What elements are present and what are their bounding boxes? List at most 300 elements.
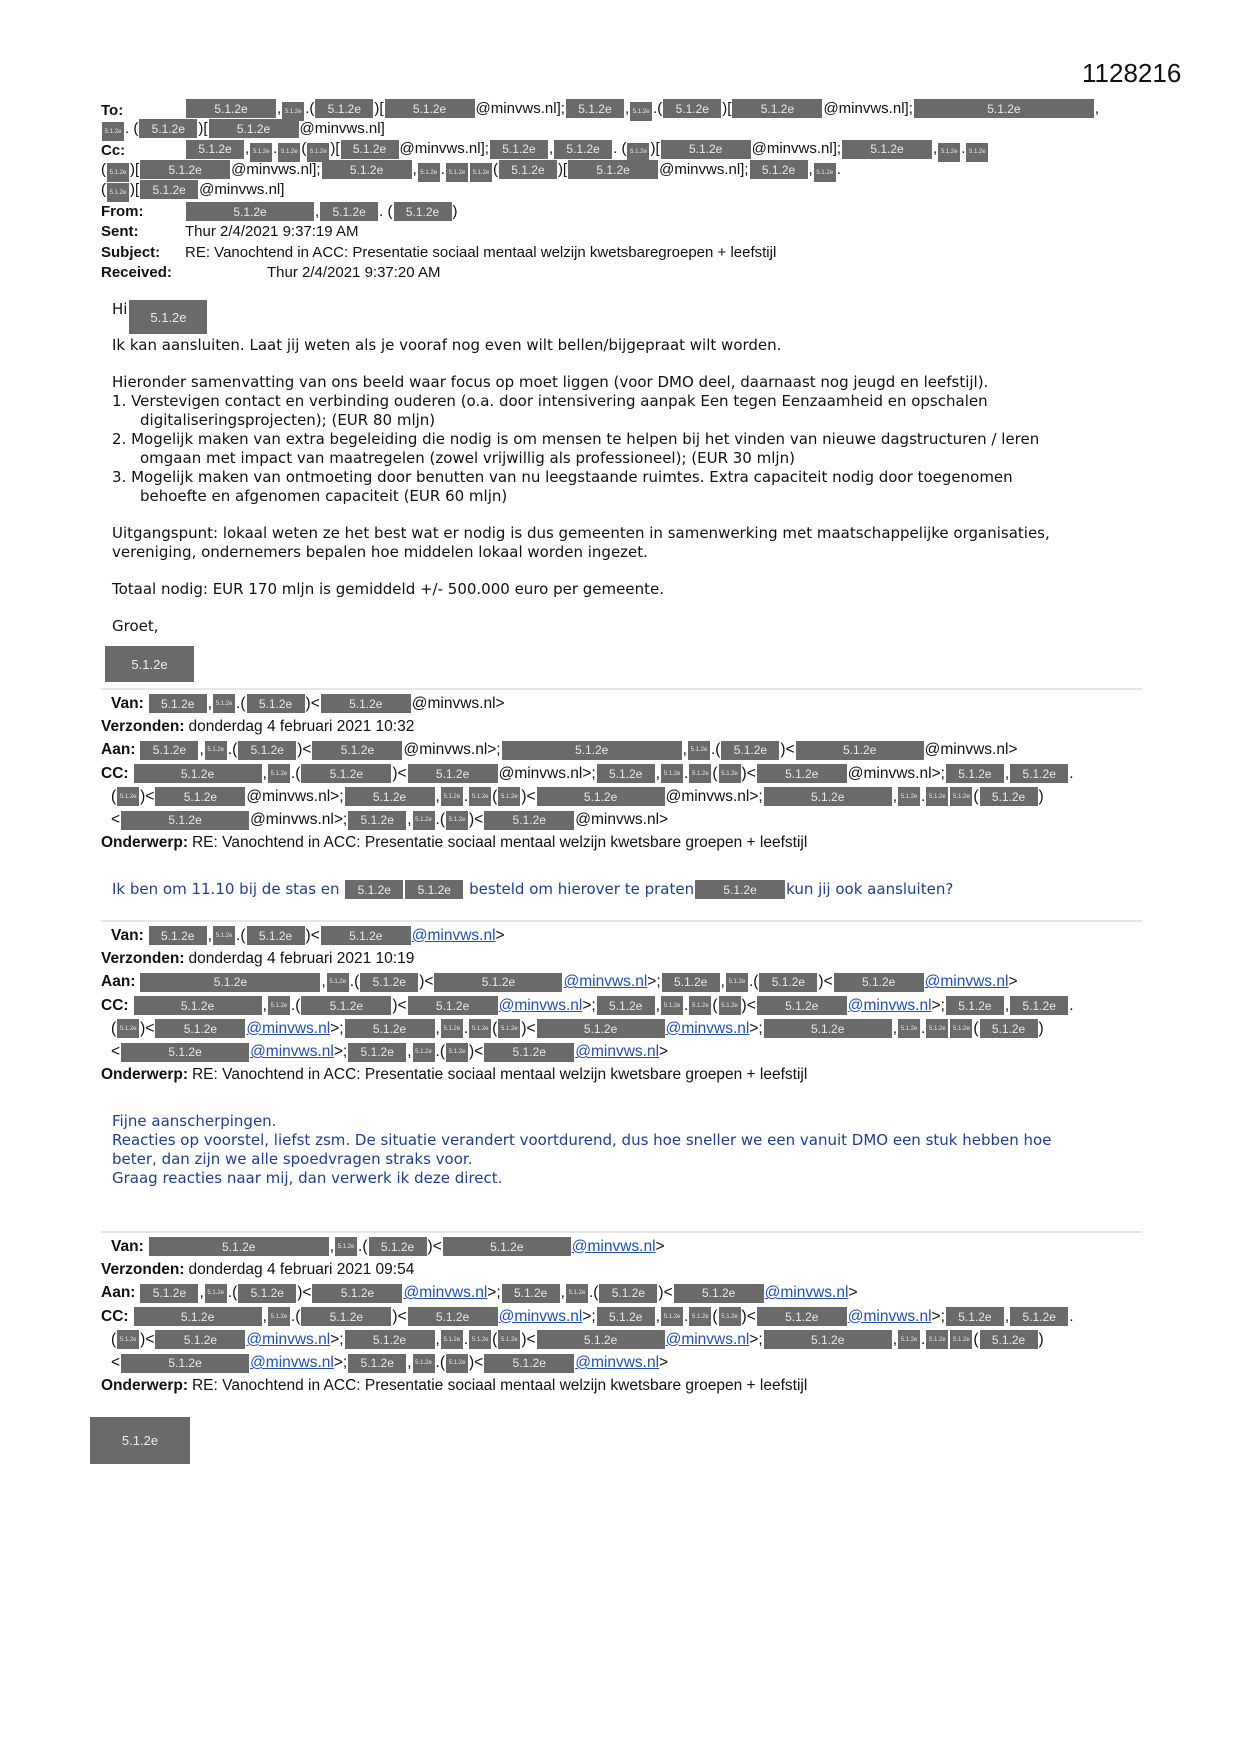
text: (: [492, 787, 498, 805]
redaction: 5.1.2e: [209, 119, 299, 138]
redaction: 5.1.2e: [834, 973, 924, 992]
email-link[interactable]: @minvws.nl: [665, 1330, 750, 1348]
text: ,: [933, 140, 938, 158]
text: (: [593, 1284, 599, 1302]
redaction: 5.1.2e: [441, 1019, 463, 1038]
text: ,: [808, 160, 813, 178]
sent-value: Thur 2/4/2021 9:37:19 AM: [185, 223, 359, 241]
punctuation: >: [659, 1043, 669, 1061]
aan-row: [101, 971, 1074, 994]
divider: [101, 1231, 1142, 1233]
cc-recipients: [101, 160, 841, 182]
cc-label: CC:: [101, 764, 129, 782]
redaction: 5.1.2e: [117, 1019, 139, 1038]
text: (: [232, 1284, 238, 1302]
text: ,: [262, 1307, 267, 1325]
email-link[interactable]: @minvws.nl: [764, 1284, 849, 1302]
email-domain: @minvws.nl>;: [847, 764, 945, 782]
redaction: 5.1.2e: [321, 926, 411, 945]
text: (: [111, 1330, 117, 1348]
text: ,: [435, 1330, 440, 1348]
onderwerp-value: RE: Vanochtend in ACC: Presentatie sociaal mentaal welzijn kwetsbare groepen + leefstijl: [191, 1377, 808, 1395]
redaction: 5.1.2e: [566, 99, 624, 118]
redaction: 5.1.2e: [446, 811, 468, 830]
text: <: [746, 1307, 756, 1325]
redaction: 5.1.2e: [950, 1330, 972, 1349]
text: ,: [207, 926, 213, 944]
text: .: [227, 741, 233, 759]
email-domain: @minvws.nl];: [659, 160, 749, 178]
subject-value: RE: Vanochtend in ACC: Presentatie sociaal mentaal welzijn kwetsbaregroepen + leefstijl: [185, 243, 777, 261]
redaction: 5.1.2e: [814, 163, 836, 182]
redaction: 5.1.2e: [484, 1043, 574, 1062]
onderwerp-row: [101, 832, 1074, 855]
punctuation: >: [495, 926, 505, 944]
text: (: [309, 99, 315, 117]
redaction: 5.1.2e: [205, 741, 227, 760]
redaction: 5.1.2e: [898, 787, 920, 806]
text: <: [145, 787, 155, 805]
van-label: Van:: [111, 694, 144, 712]
text: )[: [198, 119, 208, 137]
redaction: 5.1.2e: [980, 1330, 1038, 1349]
text: beter, dan zijn we alle spoedvragen straks voor.: [112, 1150, 473, 1168]
redaction: 5.1.2e: [140, 160, 230, 179]
email-domain: @minvws.nl>;: [246, 787, 344, 805]
redaction: 5.1.2e: [238, 741, 296, 760]
subject-label: Subject:: [101, 243, 161, 261]
cc-row-cont: [101, 1351, 1074, 1374]
redaction: 5.1.2e: [186, 99, 276, 118]
text: .: [921, 1019, 926, 1037]
redaction: 5.1.2e: [186, 202, 314, 221]
redaction: 5.1.2e: [140, 973, 320, 992]
redaction: 5.1.2e: [661, 1307, 683, 1326]
text: ,: [412, 160, 417, 178]
redaction: 5.1.2e: [348, 1043, 406, 1062]
text: .: [435, 1354, 440, 1372]
text: .: [1069, 996, 1074, 1014]
verzonden-row: [101, 715, 1074, 738]
text: (: [492, 1019, 498, 1037]
text: .: [921, 1330, 926, 1348]
text: ,: [435, 1019, 440, 1037]
text: .: [921, 787, 926, 805]
redaction: 5.1.2e: [689, 764, 711, 783]
aan-label: Aan:: [101, 973, 136, 991]
email-domain: @minvws.nl];: [399, 140, 489, 158]
redaction: 5.1.2e: [250, 143, 272, 162]
text: .: [710, 741, 716, 759]
email-link[interactable]: @minvws.nl: [403, 1284, 488, 1302]
aan-label: Aan:: [101, 741, 136, 759]
punctuation: >;: [749, 1330, 763, 1348]
redaction: 5.1.2e: [312, 741, 402, 760]
redaction: 5.1.2e: [320, 202, 378, 221]
email-link[interactable]: @minvws.nl: [847, 1307, 932, 1325]
text: .: [961, 140, 966, 158]
text: ): [469, 1043, 475, 1061]
email-link[interactable]: @minvws.nl: [250, 1043, 334, 1061]
divider: [101, 688, 1142, 690]
redaction: 5.1.2e: [434, 973, 562, 992]
text: .: [305, 99, 310, 117]
redaction: 5.1.2e: [149, 1237, 329, 1256]
divider: [101, 920, 1142, 922]
text: ,: [720, 973, 725, 991]
redaction: 5.1.2e: [966, 143, 988, 162]
text: ): [741, 1307, 747, 1325]
text: <: [746, 764, 756, 782]
text: kun jij ook aansluiten?: [786, 880, 954, 898]
sent-row: [101, 222, 1099, 242]
text: .: [435, 811, 440, 829]
punctuation: >;: [487, 1284, 501, 1302]
forwarded-message-1: [101, 692, 1074, 855]
text: .: [1069, 764, 1074, 782]
redaction: 5.1.2e: [348, 811, 406, 830]
text: <: [474, 1043, 484, 1061]
verzonden-row: [101, 1258, 1074, 1281]
message-body: [112, 300, 1050, 636]
text: ): [427, 1237, 433, 1255]
text: )[: [557, 160, 568, 178]
redaction: 5.1.2e: [301, 996, 391, 1015]
text: .: [435, 1043, 440, 1061]
redaction: 5.1.2e: [469, 1019, 491, 1038]
text: ,: [321, 973, 326, 991]
redaction: 5.1.2e: [470, 163, 492, 182]
email-link[interactable]: @minvws.nl: [246, 1019, 331, 1037]
email-link[interactable]: @minvws.nl: [575, 1354, 660, 1372]
redaction: 5.1.2e: [688, 741, 710, 760]
greeting: Hi: [112, 300, 128, 318]
email-domain: @minvws.nl];: [231, 160, 321, 178]
body-line: [112, 1150, 1051, 1169]
text: (: [712, 996, 718, 1014]
text: <: [310, 926, 320, 944]
redaction: 5.1.2e: [597, 764, 655, 783]
text: ): [452, 202, 458, 220]
punctuation: >;: [647, 973, 661, 991]
van-label: Van:: [111, 1237, 144, 1255]
redaction: 5.1.2e: [155, 1330, 245, 1349]
intro: Ik kan aansluiten. Laat jij weten als je vooraf nog even wilt bellen/bijgepraat wilt worden.: [112, 336, 782, 354]
text: ): [1038, 787, 1044, 805]
text: (: [101, 160, 106, 178]
text: .: [748, 973, 754, 991]
email-domain: @minvws.nl>;: [250, 811, 348, 829]
cc-row: [101, 1305, 1074, 1328]
onderwerp-label: Onderwerp:: [101, 1066, 188, 1084]
email-link[interactable]: @minvws.nl: [847, 996, 932, 1014]
redaction: 5.1.2e: [107, 163, 129, 182]
redaction: 5.1.2e: [413, 1354, 435, 1373]
text: Ik ben om 11.10 bij de stas en: [112, 880, 345, 898]
email-domain: @minvws.nl];: [823, 99, 913, 117]
redaction: 5.1.2e: [341, 140, 399, 159]
text: ): [521, 787, 527, 805]
signature-redaction: 5.1.2e: [105, 646, 194, 682]
text: <: [785, 741, 795, 759]
redaction: 5.1.2e: [121, 811, 249, 830]
redaction: 5.1.2e: [689, 996, 711, 1015]
redaction: 5.1.2e: [102, 122, 124, 141]
redaction: 5.1.2e: [898, 1019, 920, 1038]
text: (: [973, 1330, 979, 1348]
list-item-2-cont: omgaan met impact van maatregelen (zowel vrijwillig als professioneel); (EUR 30 mljn): [140, 449, 795, 467]
text: ,: [892, 1019, 898, 1037]
redaction: 5.1.2e: [149, 694, 207, 713]
email-link[interactable]: @minvws.nl: [246, 1330, 331, 1348]
text: .: [273, 140, 278, 158]
redaction: 5.1.2e: [121, 1354, 249, 1373]
redaction: 5.1.2e: [134, 996, 262, 1015]
text: (: [753, 973, 759, 991]
redaction: 5.1.2e: [247, 926, 305, 945]
text: ): [469, 1354, 475, 1372]
received-label: Received:: [101, 264, 172, 282]
redaction: 5.1.2e: [315, 99, 373, 118]
uitgangspunt: Uitgangspunt: lokaal weten ze het best wat er nodig is dus gemeenten in samenwerking met maatschappelijke organisaties,: [112, 524, 1050, 542]
text: ,: [199, 741, 204, 759]
text: ,: [1094, 99, 1100, 117]
text: ,: [315, 202, 320, 220]
text: <: [526, 1330, 536, 1348]
redaction: 5.1.2e: [155, 787, 245, 806]
redaction: 5.1.2e: [121, 1043, 249, 1062]
punctuation: >;: [330, 1330, 344, 1348]
redaction: 5.1.2e: [732, 99, 822, 118]
redaction: 5.1.2e: [764, 1330, 892, 1349]
text: ): [780, 741, 786, 759]
redaction: 5.1.2e: [898, 1330, 920, 1349]
cc-row-cont: [101, 181, 1099, 201]
text: .(: [653, 99, 663, 117]
text: <: [424, 973, 434, 991]
email-link[interactable]: @minvws.nl: [924, 973, 1009, 991]
verzonden-label: Verzonden:: [101, 717, 185, 735]
redaction: 5.1.2e: [345, 1019, 435, 1038]
redaction: 5.1.2e: [140, 741, 198, 760]
redaction: 5.1.2e: [213, 926, 235, 945]
redaction: 5.1.2e: [369, 1237, 427, 1256]
uitgangspunt-cont: vereniging, ondernemers bepalen hoe middelen lokaal worden ingezet.: [112, 543, 648, 561]
text: <: [111, 1354, 121, 1372]
to-label: To:: [101, 101, 124, 119]
text: )[: [650, 140, 660, 158]
punctuation: >: [655, 1237, 665, 1255]
text: ): [297, 1284, 303, 1302]
text: .: [463, 1019, 469, 1037]
email-link[interactable]: @minvws.nl: [498, 1307, 583, 1325]
body-line: [112, 1131, 1051, 1150]
text: .: [290, 1307, 296, 1325]
redaction: 5.1.2e: [661, 764, 683, 783]
van-label: Van:: [111, 926, 144, 944]
text: . (: [379, 202, 393, 220]
punctuation: >;: [582, 1307, 596, 1325]
email-link[interactable]: @minvws.nl: [571, 1237, 656, 1255]
text: besteld om hierover te praten: [464, 880, 695, 898]
redaction: 5.1.2e: [498, 1330, 520, 1349]
text: ,: [277, 99, 282, 117]
text: ,: [407, 1043, 412, 1061]
text: ): [392, 1307, 398, 1325]
redaction: 5.1.2e: [914, 99, 1094, 118]
text: )[: [130, 160, 140, 178]
text: (: [439, 1354, 445, 1372]
redaction: 5.1.2e: [149, 926, 207, 945]
subject-row: [101, 242, 1099, 262]
text: <: [526, 787, 536, 805]
punctuation: >;: [582, 996, 596, 1014]
sent-label: Sent:: [101, 223, 139, 241]
text: ,: [199, 1284, 204, 1302]
redaction: 5.1.2e: [719, 996, 741, 1015]
email-domain: @minvws.nl>;: [403, 741, 501, 759]
text: <: [397, 1307, 407, 1325]
redaction: 5.1.2e: [385, 99, 475, 118]
cc-recipients: [185, 140, 989, 162]
punctuation: >;: [931, 996, 945, 1014]
redaction: 5.1.2e: [301, 1307, 391, 1326]
redaction: 5.1.2e: [537, 1019, 665, 1038]
text: . (: [613, 140, 627, 158]
final-redaction: 5.1.2e: [90, 1417, 190, 1464]
received-value: Thur 2/4/2021 9:37:20 AM: [267, 264, 441, 282]
verzonden-value: donderdag 4 februari 2021 09:54: [188, 1260, 415, 1278]
redaction: 5.1.2e: [689, 1307, 711, 1326]
redaction: 5.1.2e: [155, 1019, 245, 1038]
email-domain: @minvws.nl];: [475, 99, 565, 117]
email-link[interactable]: @minvws.nl: [563, 973, 648, 991]
redaction: 5.1.2e: [674, 1284, 764, 1303]
text: .: [290, 764, 296, 782]
text: (: [439, 1043, 445, 1061]
text: (: [240, 926, 246, 944]
text: <: [145, 1330, 155, 1348]
redaction: 5.1.2e: [537, 1330, 665, 1349]
text: (: [712, 1307, 718, 1325]
cc-label: CC:: [101, 996, 129, 1014]
redaction: 5.1.2e: [498, 1019, 520, 1038]
email-link[interactable]: @minvws.nl: [411, 926, 496, 944]
text: .: [1069, 1307, 1074, 1325]
van-row: [101, 1235, 1074, 1258]
cc-row-cont: [101, 808, 1074, 831]
verzonden-value: donderdag 4 februari 2021 10:19: [188, 949, 415, 967]
text: .: [236, 694, 241, 712]
cc-row: [101, 994, 1074, 1017]
email-domain: @minvws.nl>: [411, 694, 505, 712]
text: Fijne aanscherpingen.: [112, 1112, 277, 1130]
cc-row: [101, 141, 1099, 161]
redaction: 5.1.2e: [446, 1354, 468, 1373]
text: .: [358, 1237, 363, 1255]
email-link[interactable]: @minvws.nl: [575, 1043, 660, 1061]
text: ): [305, 694, 311, 712]
redaction: 5.1.2e: [662, 973, 720, 992]
redaction: 5.1.2e: [408, 764, 498, 783]
redaction: 5.1.2e: [502, 741, 682, 760]
redaction: 5.1.2e: [502, 1284, 560, 1303]
redaction: 5.1.2e: [345, 880, 403, 899]
punctuation: >: [1008, 973, 1018, 991]
text: ): [1038, 1330, 1044, 1348]
text: ): [392, 764, 398, 782]
redaction: 5.1.2e: [107, 183, 129, 202]
redaction: 5.1.2e: [926, 1019, 948, 1038]
text: .: [588, 1284, 594, 1302]
email-link[interactable]: @minvws.nl: [250, 1354, 334, 1372]
redaction: 5.1.2e: [484, 1354, 574, 1373]
email-link[interactable]: @minvws.nl: [498, 996, 583, 1014]
redaction: 5.1.2e: [394, 202, 452, 221]
redaction: 5.1.2e: [443, 1237, 571, 1256]
body-line: [112, 1169, 1051, 1188]
redaction: 5.1.2e: [117, 787, 139, 806]
redaction: 5.1.2e: [278, 143, 300, 162]
text: (: [301, 140, 307, 158]
redaction: 5.1.2e: [301, 764, 391, 783]
redaction: 5.1.2e: [446, 163, 468, 182]
redaction: 5.1.2e: [1010, 1307, 1068, 1326]
text: ,: [655, 996, 661, 1014]
text: (: [111, 787, 117, 805]
redaction: 5.1.2e: [348, 1354, 406, 1373]
from-row: [101, 201, 1099, 221]
email-link[interactable]: @minvws.nl: [665, 1019, 750, 1037]
redaction: 5.1.2e: [726, 973, 748, 992]
redaction: 5.1.2e: [186, 140, 244, 159]
text: <: [111, 1043, 121, 1061]
text: <: [397, 764, 407, 782]
cc-row-cont: [101, 161, 1099, 181]
redaction: 5.1.2e: [441, 787, 463, 806]
text: ,: [892, 787, 898, 805]
cc-row-cont: [101, 785, 1074, 808]
redaction: 5.1.2e: [469, 787, 491, 806]
redaction: 5.1.2e: [759, 973, 817, 992]
text: .: [440, 160, 445, 178]
email-domain: @minvws.nl>;: [498, 764, 596, 782]
text: ,: [262, 996, 267, 1014]
punctuation: >;: [333, 1043, 348, 1061]
document-number: 1128216: [1082, 58, 1182, 88]
text: <: [823, 973, 833, 991]
text: )[: [130, 180, 140, 198]
onderwerp-value: RE: Vanochtend in ACC: Presentatie sociaal mentaal welzijn kwetsbare groepen + leefstijl: [191, 834, 808, 852]
redaction: 5.1.2e: [499, 160, 557, 179]
redaction: 5.1.2e: [796, 741, 924, 760]
text: ): [140, 787, 146, 805]
text: ): [521, 1019, 527, 1037]
text: ,: [329, 1237, 335, 1255]
text: (: [295, 996, 301, 1014]
redaction: 5.1.2e: [568, 160, 658, 179]
closing: Groet,: [112, 617, 159, 635]
text: .: [227, 1284, 233, 1302]
redaction: 5.1.2e: [408, 1307, 498, 1326]
text: (: [240, 694, 246, 712]
text: <: [310, 694, 320, 712]
cc-row-cont: [101, 1017, 1074, 1040]
text: <: [145, 1019, 155, 1037]
redaction: 5.1.2e: [307, 143, 329, 162]
onderwerp-label: Onderwerp:: [101, 1377, 188, 1395]
text: ,: [207, 694, 213, 712]
